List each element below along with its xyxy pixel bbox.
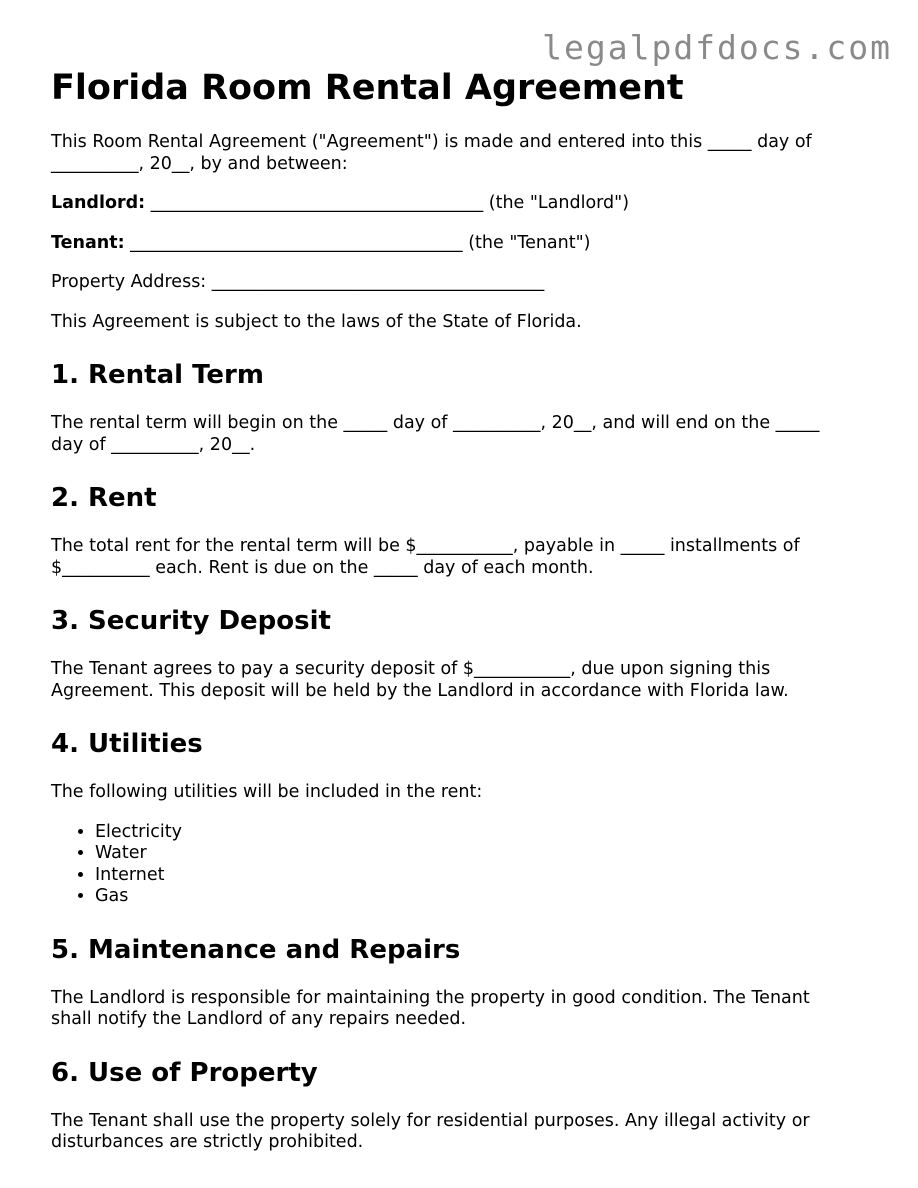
- section-heading-security-deposit: 3. Security Deposit: [51, 606, 331, 636]
- section-heading-use-of-property: 6. Use of Property: [51, 1057, 318, 1088]
- section-heading-utilities: 4. Utilities: [51, 729, 203, 759]
- section-body-use-of-property: The Tenant shall use the property solely for residential purposes. Any illegal activity or disturbances are strictly prohibited.: [51, 1110, 810, 1152]
- list-item: • Gas: [95, 886, 851, 908]
- tenant-line: [51, 233, 851, 255]
- section-body-rental-term: The rental term will begin on the _____ day of __________, 20__, and will end on the _____ day of __________, 20__.: [51, 413, 820, 455]
- landlord-blank: ______________________________________ (the "Landlord"): [145, 193, 630, 213]
- governing-law-paragraph: This Agreement is subject to the laws of the State of Florida.: [51, 311, 582, 332]
- tenant-label: Tenant:: [51, 232, 125, 253]
- intro-paragraph: This Room Rental Agreement ("Agreement") is made and entered into this _____ day of __________, 20__, by and between:: [51, 132, 812, 174]
- section-body-rent: The total rent for the rental term will be $___________, payable in _____ installments of $__________ each. Rent is due on the _____ day of each month.: [51, 536, 800, 578]
- tenant-blank: ______________________________________ (the "Tenant"): [124, 232, 591, 253]
- property-address-line: Property Address: ______________________________________: [51, 272, 545, 292]
- landlord-label: Landlord:: [51, 193, 146, 213]
- section-body-security-deposit: The Tenant agrees to pay a security deposit of $___________, due upon signing this Agreement. This deposit will be held by the Landlord in accordance with Florida law.: [51, 659, 789, 701]
- document-title: Florida Room Rental Agreement: [51, 68, 684, 108]
- section-body-maintenance: The Landlord is responsible for maintaining the property in good condition. The Tenant shall notify the Landlord of any repairs needed.: [51, 987, 810, 1029]
- document-page: [51, 66, 851, 1172]
- utilities-list: [51, 822, 851, 908]
- list-item: • Internet: [95, 865, 851, 887]
- landlord-line: [51, 193, 851, 215]
- list-item: • Electricity: [95, 822, 851, 844]
- list-item: • Water: [95, 843, 851, 865]
- section-heading-rental-term: 1. Rental Term: [51, 360, 264, 390]
- section-body-utilities: The following utilities will be included in the rent:: [51, 782, 483, 802]
- watermark-logo: legalpdfdocs.com: [542, 28, 892, 67]
- section-heading-maintenance: 5. Maintenance and Repairs: [51, 934, 461, 965]
- section-heading-rent: 2. Rent: [51, 483, 157, 513]
